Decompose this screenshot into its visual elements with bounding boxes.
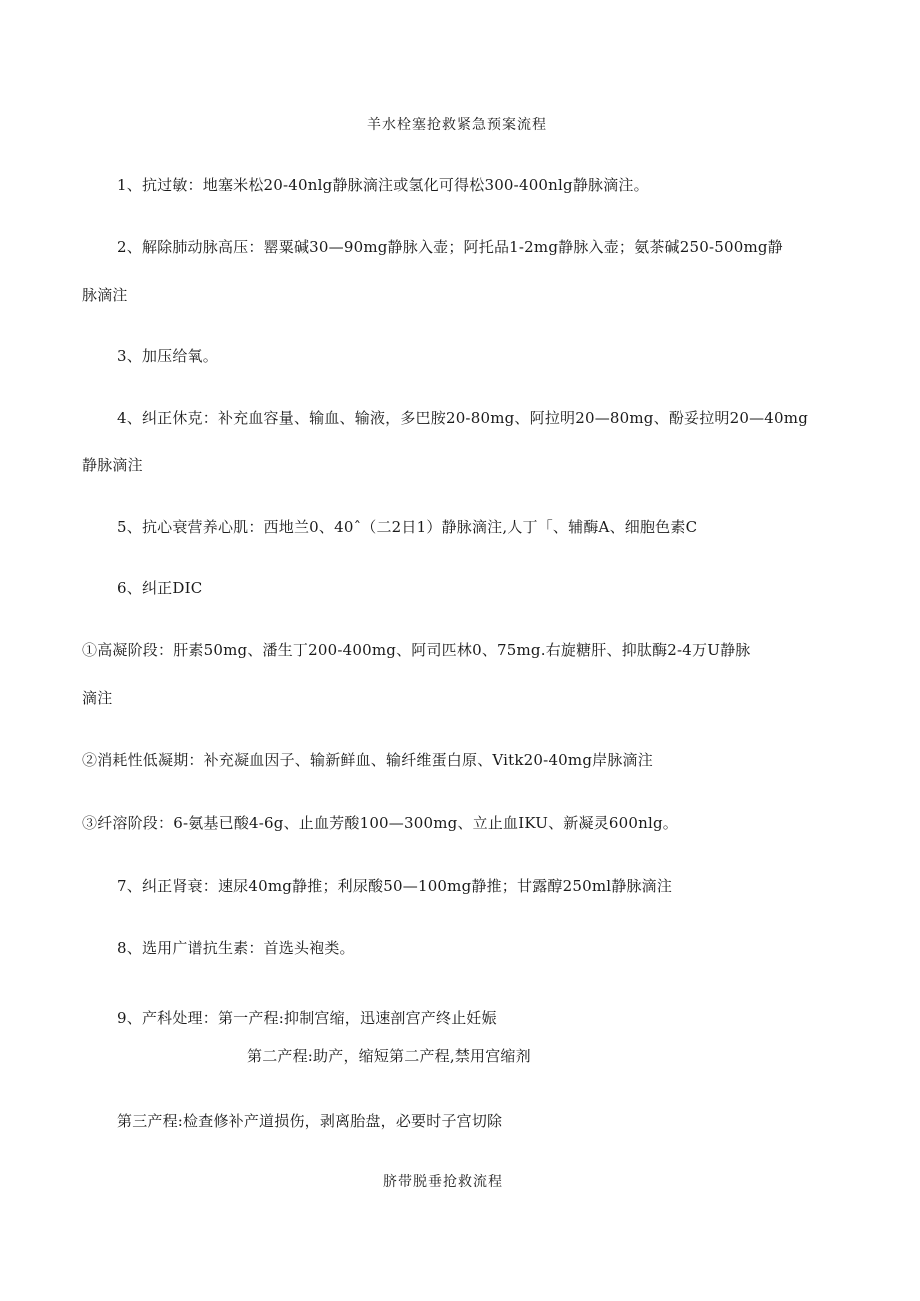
item-9: 9、产科处理：第一产程:抑制宫缩，迅速剖宫产终止妊娠 [117,1009,497,1027]
item-9-stage-3: 第三产程:检查修补产道损伤，剥离胎盘，必要时子宫切除 [117,1112,503,1130]
item-6-stage-2: ②消耗性低凝期：补充凝血因子、输新鲜血、输纤维蛋白原、Vitk20-40mg岸脉滴注 [82,751,653,769]
next-section-title: 脐带脱垂抢救流程 [383,1174,503,1190]
item-6-stage-1: ①高凝阶段：肝素50mg、潘生丁200-400mg、阿司匹林0、75mg.右旋糖肝、抑肽酶2-4万U静脉 [82,641,751,659]
item-7: 7、纠正肾衰：速尿40mg静推；利尿酸50—100mg静推；甘露醇250ml静脉滴注 [117,877,673,895]
item-5: 5、抗心衰营养心肌：西地兰0、40ˆ（二2日1）静脉滴注,人丁「、辅酶A、细胞色素C [117,518,698,536]
item-2-continued: 脉滴注 [82,286,128,304]
item-2: 2、解除肺动脉高压：罂粟碱30—90mg静脉入壶；阿托品1-2mg静脉入壶；氨茶碱250-500mg静 [117,238,783,256]
item-3: 3、加压给氧。 [117,347,218,365]
item-6-stage-1-continued: 滴注 [82,689,113,707]
item-4-continued: 静脉滴注 [82,456,143,474]
item-8: 8、选用广谱抗生素：首选头袍类。 [117,939,355,957]
item-9-stage-2: 第二产程:助产，缩短第二产程,禁用宫缩剂 [247,1047,531,1065]
item-6: 6、纠正DIC [117,579,203,597]
item-4: 4、纠正休克：补充血容量、输血、输液，多巴胺20-80mg、阿拉明20—80mg、酚妥拉明20—40mg [117,409,809,427]
document-title: 羊水栓塞抢救紧急预案流程 [367,117,547,133]
item-6-stage-3: ③纤溶阶段：6-氨基已酸4-6g、止血芳酸100—300mg、立止血IKU、新凝灵600nlg。 [82,814,678,832]
item-1: 1、抗过敏：地塞米松20-40nlg静脉滴注或氢化可得松300-400nlg静脉滴注。 [117,176,649,194]
